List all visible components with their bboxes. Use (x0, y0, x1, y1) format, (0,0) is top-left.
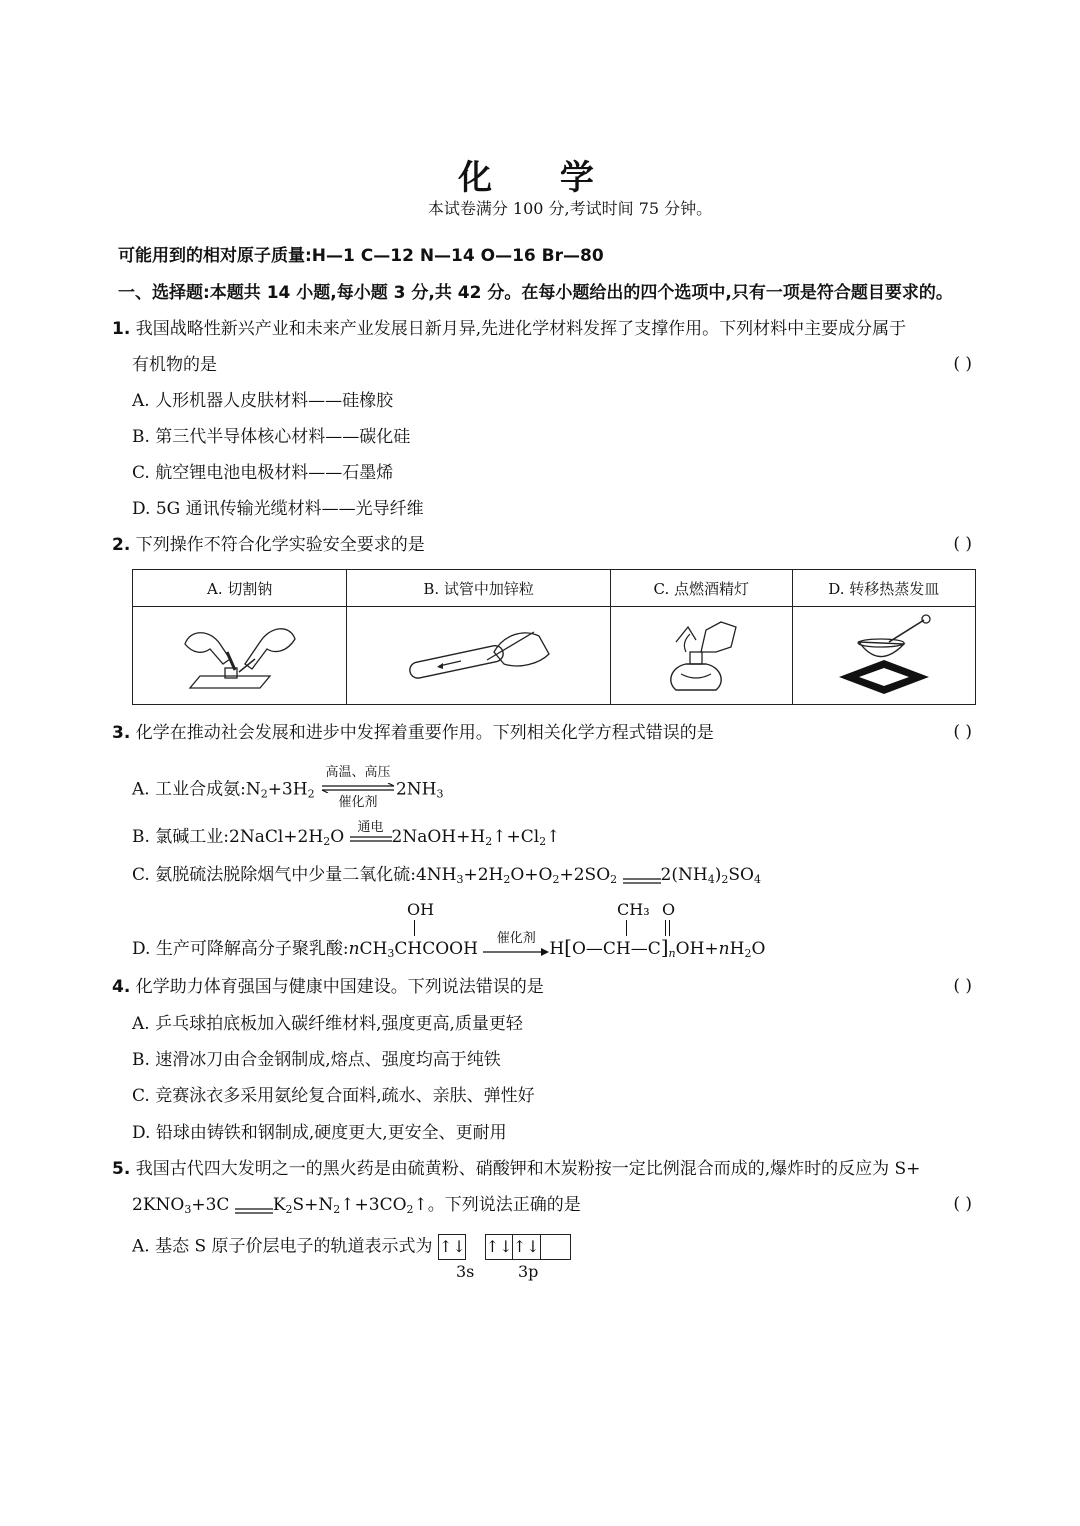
section-heading: 一、选择题:本题共 14 小题,每小题 3 分,共 42 分。在每小题给出的四个选项中,只有一项是符合题目要求的。 (118, 283, 953, 303)
equals-sign (623, 870, 661, 882)
table-header-c: C. 点燃酒精灯 (610, 570, 792, 607)
catalyst-arrow: 催化剂 (483, 940, 549, 960)
q1-option-b: B. 第三代半导体核心材料——碳化硅 (132, 427, 411, 447)
q5-option-a: A. 基态 S 原子价层电子的轨道表示式为 ↑↓ ↑↓↑↓ (132, 1234, 571, 1260)
carbonyl-bond-2 (669, 920, 670, 936)
q3-option-d: D. 生产可降解高分子聚乳酸:nCH$_3$CHCOOH 催化剂 $H[O—CH—C]_nOH+nH_2O$ (132, 930, 766, 960)
q2-stem: 2. 下列操作不符合化学实验安全要求的是 (112, 535, 425, 555)
q1-stem-line1: 1. 我国战略性新兴产业和未来产业发展日新月异,先进化学材料发挥了支撑作用。下列材料中主要成分属于 (112, 319, 907, 339)
q5-stem-line1: 5. 我国古代四大发明之一的黑火药是由硫黄粉、硝酸钾和木炭粉按一定比例混合而成的,爆炸时的反应为 S+ (112, 1159, 921, 1179)
ch3-bond (626, 920, 627, 936)
q3-option-c: C. 氨脱硫法脱除烟气中少量二氧化硫$:4NH_3+2H_2O+O_2+2SO_2$ $2(NH_4)_2SO_4$ (132, 865, 761, 886)
carbonyl-oxygen-label: O (662, 900, 676, 919)
q4-option-b: B. 速滑冰刀由合金钢制成,熔点、强度均高于纯铁 (132, 1050, 501, 1070)
reversible-arrow-conditions: 高温、高压 催化剂 (320, 768, 396, 808)
orbital-3p-box-1: ↑↓ (485, 1234, 513, 1260)
q2-answer-paren: ( ) (953, 534, 972, 554)
q5-answer-paren: ( ) (953, 1194, 972, 1214)
q3-answer-paren: ( ) (953, 722, 972, 742)
q4-option-c: C. 竞赛泳衣多采用氨纶复合面料,疏水、亲肤、弹性好 (132, 1086, 535, 1106)
q5-stem-line2: $2KNO_3+3C$ $K_2S+N_2↑+3CO_2↑$。下列说法正确的是 (132, 1195, 581, 1216)
q4-answer-paren: ( ) (953, 976, 972, 996)
q1-stem-line2: 有机物的是 (132, 355, 217, 375)
alcohol-lamp-illustration (610, 607, 792, 705)
page-title: 化 学 (458, 158, 622, 198)
q1-option-a: A. 人形机器人皮肤材料——硅橡胶 (132, 391, 394, 411)
q1-option-d: D. 5G 通讯传输光缆材料——光导纤维 (132, 499, 424, 519)
q3-option-a: A. 工业合成氨$:N_2+3H_2$ 高温、高压 催化剂 $2NH_3$ (132, 765, 444, 810)
ch3-group-label: CH₃ (617, 900, 650, 919)
table-header-b: B. 试管中加锌粒 (347, 570, 611, 607)
q3-option-b: B. 氯碱工业$:2NaCl+2H_2O$ 通电 $2NaOH+H_2↑+Cl_2↑$ (132, 819, 561, 848)
q1-answer-paren: ( ) (953, 354, 972, 374)
orbital-3p-label: 3p (518, 1262, 539, 1281)
test-tube-zinc-illustration (347, 607, 611, 705)
page-subtitle: 本试卷满分 100 分,考试时间 75 分钟。 (427, 199, 713, 218)
q4-option-a: A. 乒乓球拍底板加入碳纤维材料,强度更高,质量更轻 (132, 1014, 523, 1034)
q1-option-c: C. 航空锂电池电极材料——石墨烯 (132, 463, 394, 483)
lab-operations-table (132, 569, 976, 705)
evaporating-dish-illustration (792, 607, 975, 705)
table-header-a: A. 切割钠 (133, 570, 347, 607)
orbital-3p-box-3 (541, 1234, 571, 1260)
oh-bond (414, 920, 415, 936)
orbital-3s-box: ↑↓ (438, 1234, 466, 1260)
atomic-masses: 可能用到的相对原子质量:H—1 C—12 N—14 O—16 Br—80 (118, 246, 604, 266)
carbonyl-bond-1 (665, 920, 666, 936)
q4-option-d: D. 铅球由铸铁和钢制成,硬度更大,更安全、更耐用 (132, 1123, 507, 1143)
electrolysis-condition: 通电 (357, 819, 384, 835)
q3-stem: 3. 化学在推动社会发展和进步中发挥着重要作用。下列相关化学方程式错误的是 (112, 723, 714, 743)
orbital-3s-label: 3s (456, 1262, 475, 1281)
cutting-sodium-illustration (133, 607, 347, 705)
table-header-d: D. 转移热蒸发皿 (792, 570, 975, 607)
oh-group-label: OH (407, 900, 435, 919)
equals-sign-q5 (235, 1200, 273, 1212)
q4-stem: 4. 化学助力体育强国与健康中国建设。下列说法错误的是 (112, 977, 544, 997)
orbital-3p-box-2: ↑↓ (513, 1234, 541, 1260)
